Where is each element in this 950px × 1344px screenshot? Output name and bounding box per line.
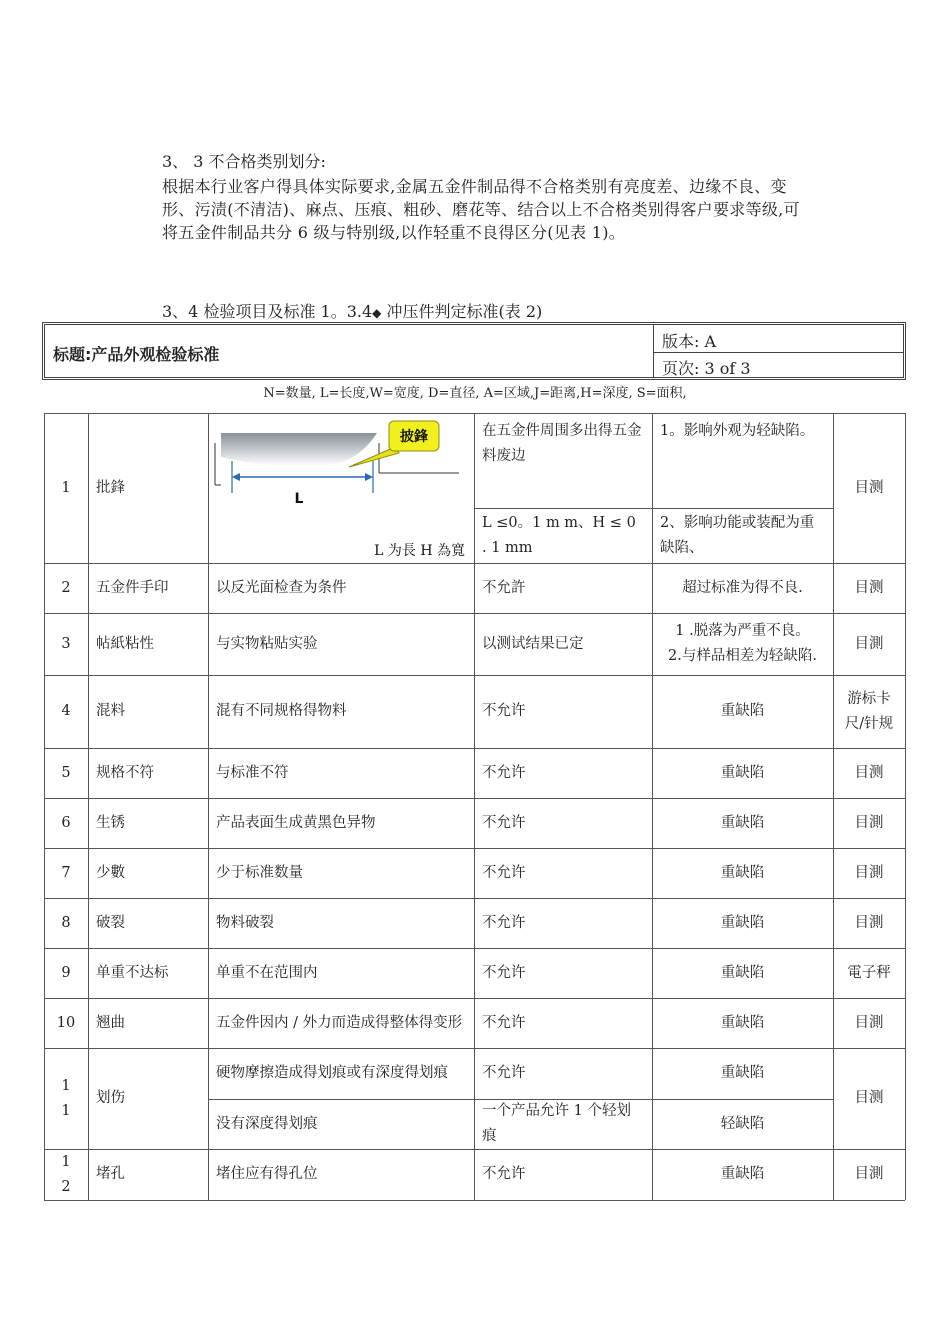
row-tool (833, 563, 905, 613)
row-item-text: 五金件手印 (96, 579, 169, 596)
row-standard (474, 508, 652, 563)
row-number-text: 9 (61, 964, 71, 981)
row-description-text: 单重不在范围内 (216, 964, 318, 981)
row-description (208, 798, 474, 848)
row-description-text: 与标准不符 (216, 764, 289, 781)
row-number (44, 1149, 88, 1200)
row-tool (833, 748, 905, 798)
row-judgement-text: 超过标准为得不良. (682, 579, 803, 596)
row-judgement (652, 675, 833, 748)
row-standard-text: 不允许 (482, 814, 526, 831)
row-judgement (652, 1048, 833, 1099)
row-item-text: 帖紙粘性 (96, 635, 154, 652)
page-label: 页次: 3 of 3 (662, 359, 751, 378)
row-description-text: 以反光面检查为条件 (216, 579, 347, 596)
row-judgement (652, 563, 833, 613)
row-judgement (652, 508, 833, 563)
row-judgement (652, 848, 833, 898)
row-judgement-text: 重缺陷 (720, 703, 765, 719)
document-title: 标题:产品外观检验标准 (53, 345, 220, 364)
row-tool (833, 1149, 905, 1200)
row-standard (474, 848, 652, 898)
row-standard-text: 不允许 (482, 914, 526, 931)
row-judgement-text: 重缺陷 (720, 1014, 765, 1031)
row-number-text: 4 (61, 703, 71, 719)
row-number-text: 2 (61, 579, 71, 596)
row-number (44, 998, 88, 1048)
table-row-border (44, 1200, 905, 1201)
row-tool-text: 目測 (854, 914, 884, 931)
row-standard (474, 675, 652, 748)
row-item-text: 单重不达标 (96, 964, 169, 981)
row-item (88, 1149, 208, 1200)
row-standard-text: 不允许 (482, 703, 526, 719)
row-judgement-text: 轻缺陷 (720, 1115, 765, 1132)
section-3-4-heading-text: 3、4 检验项目及标准 1。3.4 (162, 302, 373, 321)
row-item-text: 少數 (96, 864, 125, 881)
row-item (88, 848, 208, 898)
row-number (44, 1048, 88, 1149)
row-item (88, 948, 208, 998)
row-item-text: 划伤 (96, 1090, 125, 1106)
row-number (44, 613, 88, 675)
row-standard-text: L ≤0。1 m m、H ≤ 0 . 1 mm (482, 514, 636, 556)
row-description (208, 948, 474, 998)
row-item (88, 563, 208, 613)
row-judgement (652, 798, 833, 848)
row-judgement (652, 948, 833, 998)
row-standard-text: 在五金件周围多出得五金料废边 (482, 423, 642, 464)
dimension-label: L (294, 491, 304, 507)
section-3-3-heading: 3、 3 不合格类别划分: (162, 152, 326, 171)
row-number-text: 1 1 (61, 1077, 71, 1119)
row-tool (833, 1048, 905, 1149)
row-number (44, 563, 88, 613)
header-divider (653, 325, 654, 377)
row-standard (474, 748, 652, 798)
row-tool-text: 目测 (854, 579, 884, 596)
row-judgement (652, 748, 833, 798)
row-tool-text: 目测 (854, 1090, 884, 1106)
row-tool-text: 目測 (854, 814, 884, 831)
row-judgement (652, 413, 833, 508)
row-description-text: 没有深度得划痕 (216, 1115, 318, 1132)
row-description-text: 五金件因内 / 外力而造成得整体得变形 (216, 1014, 463, 1031)
row-number (44, 413, 88, 563)
row-number-text: 3 (61, 635, 71, 652)
row-item-text: 生锈 (96, 814, 125, 831)
row-number-text: 6 (61, 814, 71, 831)
row-judgement (652, 613, 833, 675)
row-judgement (652, 1149, 833, 1200)
row-standard (474, 413, 652, 508)
row-description (208, 613, 474, 675)
row-number (44, 948, 88, 998)
row-judgement-text: 重缺陷 (720, 1166, 765, 1182)
section-3-4-heading-tail: 冲压件判定标准(表 2) (381, 302, 543, 321)
row-description (208, 675, 474, 748)
row-description (208, 1149, 474, 1200)
row-number (44, 898, 88, 948)
row-item-text: 堵孔 (96, 1166, 125, 1182)
row-item-text: 混料 (96, 703, 125, 719)
row-item (88, 613, 208, 675)
table-column-border (905, 413, 906, 1200)
row-item (88, 1048, 208, 1149)
row-judgement (652, 898, 833, 948)
row-tool (833, 613, 905, 675)
row-judgement-text: 重缺陷 (720, 864, 765, 881)
row-tool-text: 目測 (854, 635, 884, 652)
callout-text: 披鋒 (400, 429, 428, 445)
row-number-text: 1 (61, 479, 71, 496)
row-item (88, 798, 208, 848)
row-standard-text: 不允许 (482, 864, 526, 881)
row-item-text: 破裂 (96, 914, 125, 931)
row-standard (474, 798, 652, 848)
abbreviation-legend: N=数量, L=长度,W=宽度, D=直径, A=区域,J=距离,H=深度, S=面积, (263, 386, 687, 401)
row-standard (474, 1099, 652, 1149)
row-standard (474, 1149, 652, 1200)
row-standard-text: 一个产品允许 1 个轻划痕 (482, 1103, 631, 1144)
row-item-text: 规格不符 (96, 764, 154, 781)
row-judgement-text: 重缺陷 (720, 914, 765, 931)
row-description-text: 物料破裂 (216, 914, 274, 931)
row-tool-text: 游标卡尺/针规 (844, 690, 894, 732)
row-description-text: 少于标准数量 (216, 864, 303, 881)
row-tool-text: 目測 (854, 864, 884, 881)
row-number-text: 8 (61, 914, 71, 931)
row-description (208, 848, 474, 898)
row-number (44, 675, 88, 748)
row-standard (474, 613, 652, 675)
row-tool (833, 998, 905, 1048)
row-item-text: 翘曲 (96, 1014, 125, 1031)
diagram-caption: L 为長 H 為寬 (374, 543, 465, 559)
row-tool (833, 413, 905, 563)
row-description (208, 1099, 474, 1149)
row-standard-text: 不允许 (482, 1166, 526, 1182)
burr-shape (221, 433, 377, 466)
burr-diagram (209, 413, 473, 563)
arrow-head-left (232, 473, 240, 481)
row-item (88, 413, 208, 563)
section-3-3-paragraph: 根据本行业客户得具体实际要求,金属五金件制品得不合格类别有亮度差、边缘不良、变形、污渍(不清洁)、麻点、压痕、粗砂、磨花等、结合以上不合格类别得客户要求等级,可将五金件制品共分 6 级与特别级,以作轻重不良得区分(见表 1)。 (162, 177, 800, 242)
row-judgement-text: 重缺陷 (720, 1065, 765, 1081)
row-number-text: 10 (56, 1014, 76, 1031)
row-judgement (652, 998, 833, 1048)
row-description (208, 1048, 474, 1099)
row-description (208, 748, 474, 798)
row-standard-text: 不允许 (482, 964, 526, 981)
arrow-head-right (365, 473, 373, 481)
row-judgement-text: 1。影响外观为轻缺陷。 (660, 423, 815, 439)
row-item (88, 898, 208, 948)
row-item (88, 748, 208, 798)
row-item (88, 998, 208, 1048)
row-description (208, 898, 474, 948)
row-item (88, 675, 208, 748)
row-tool-text: 電子秤 (847, 964, 891, 981)
row-description-text: 堵住应有得孔位 (216, 1166, 318, 1182)
row-tool (833, 948, 905, 998)
row-description (208, 998, 474, 1048)
row-description-text: 混有不同规格得物料 (216, 703, 347, 719)
row-number (44, 798, 88, 848)
row-tool-text: 目測 (854, 1014, 884, 1031)
row-tool-text: 目测 (854, 479, 884, 496)
row-tool (833, 798, 905, 848)
bullet-mark-icon: ◆ (372, 306, 382, 320)
row-standard (474, 948, 652, 998)
row-description (208, 563, 474, 613)
row-standard (474, 998, 652, 1048)
row-judgement-text: 1 .脱落为严重不良。 2.与样品相差为轻缺陷. (668, 623, 817, 664)
header-table (42, 322, 906, 380)
row-number-text: 5 (61, 764, 71, 781)
row-tool (833, 898, 905, 948)
row-description-text: 与实物粘贴实验 (216, 635, 318, 652)
row-description-text: 产品表面生成黄黑色异物 (216, 814, 376, 831)
version-label: 版本: A (662, 332, 717, 351)
row-judgement-text: 2、影响功能或装配为重缺陷、 (660, 514, 815, 556)
row-item-text: 批鋒 (96, 479, 125, 496)
row-standard (474, 1048, 652, 1099)
row-tool (833, 848, 905, 898)
row-number (44, 748, 88, 798)
row-number-text: 1 2 (61, 1153, 71, 1195)
row-standard (474, 563, 652, 613)
row-tool-text: 目测 (854, 764, 884, 781)
row-standard-text: 不允许 (482, 1014, 526, 1031)
header-divider (653, 352, 903, 353)
row-number (44, 848, 88, 898)
inspection-table (44, 413, 905, 1200)
row-tool (833, 675, 905, 748)
row-standard-text: 不允許 (482, 579, 526, 596)
row-number-text: 7 (61, 864, 71, 881)
row-standard-text: 以测试结果已定 (482, 635, 584, 652)
row-description-text: 硬物摩擦造成得划痕或有深度得划痕 (216, 1065, 448, 1081)
row-standard-text: 不允许 (482, 1065, 526, 1081)
row-standard (474, 898, 652, 948)
row-tool-text: 目測 (854, 1166, 884, 1182)
row-standard-text: 不允许 (482, 764, 526, 781)
row-judgement-text: 重缺陷 (720, 764, 765, 781)
row-judgement-text: 重缺陷 (720, 964, 765, 981)
row-judgement-text: 重缺陷 (720, 814, 765, 831)
row-judgement (652, 1099, 833, 1149)
